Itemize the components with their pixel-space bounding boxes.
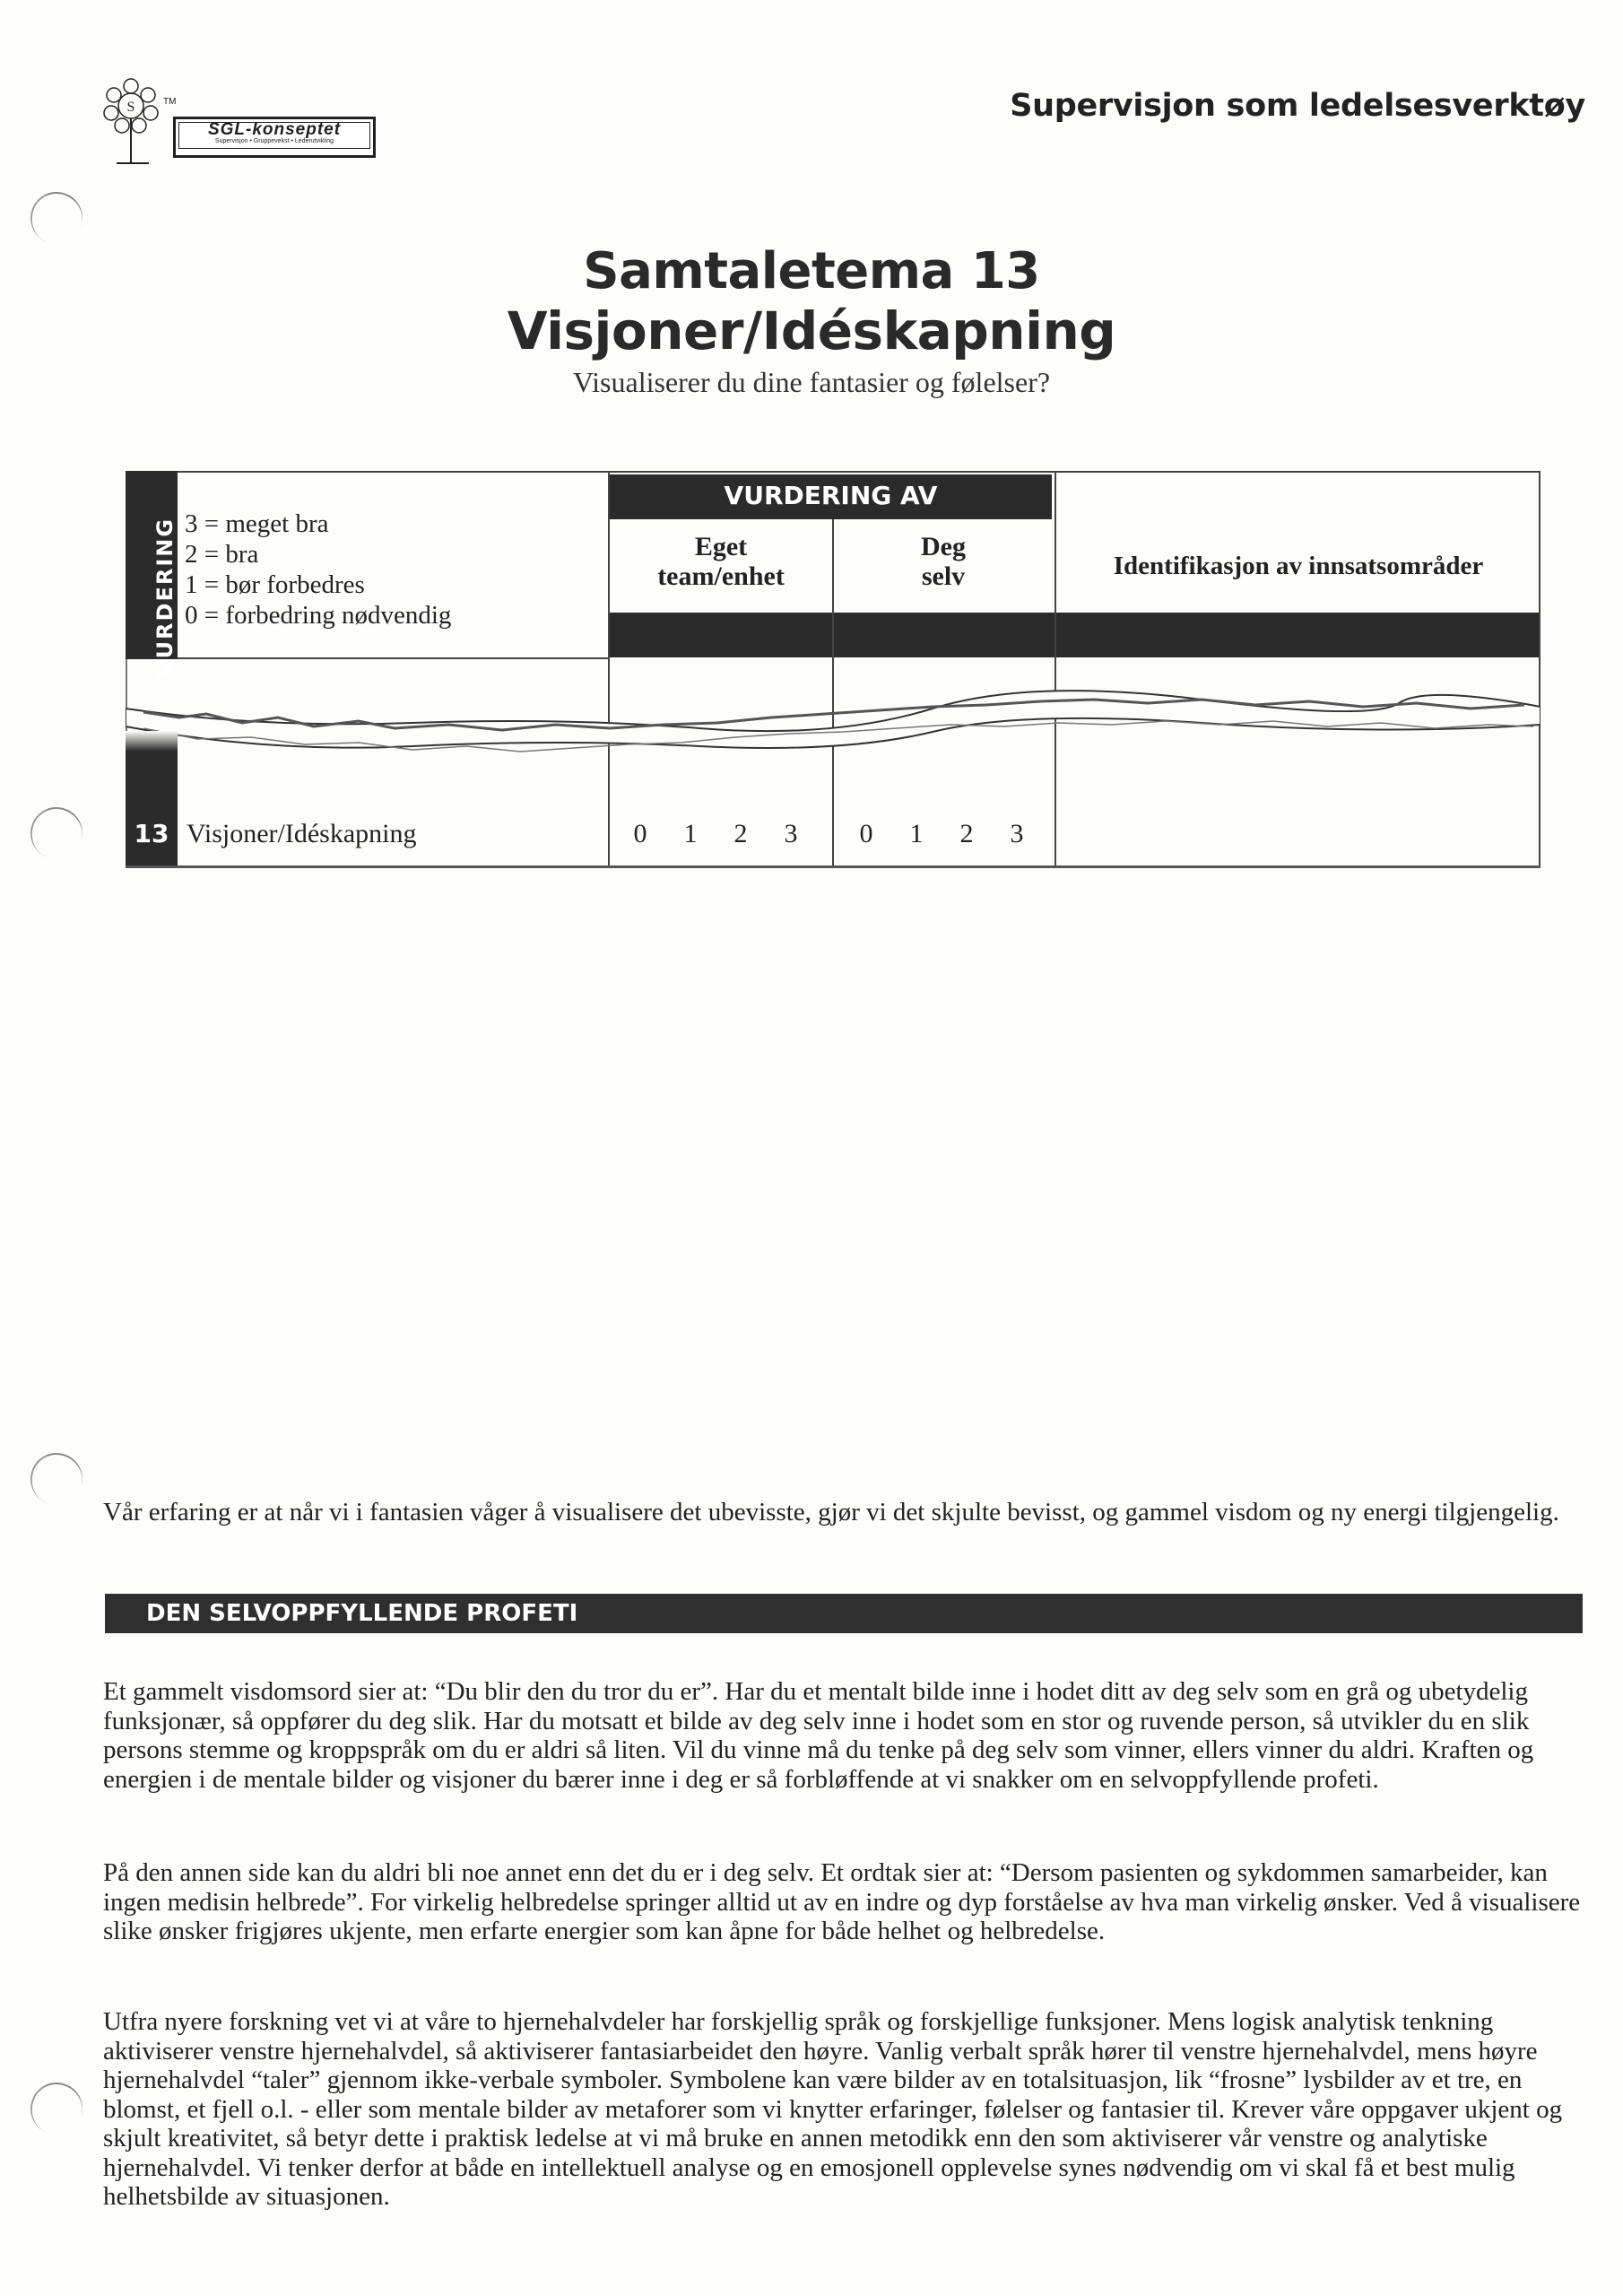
scale-item: 1 = bør forbedres xyxy=(185,570,365,599)
table-border xyxy=(1539,471,1541,865)
row-number: 13 xyxy=(126,803,178,865)
trademark-mark: TM xyxy=(163,97,177,107)
svg-text:S: S xyxy=(126,100,135,115)
rating-scale xyxy=(185,509,588,631)
logo-tagline: Supervisjon • Gruppevekst • Lederutvikling xyxy=(214,138,334,144)
column-header-team xyxy=(610,532,832,591)
punch-hole-mark xyxy=(23,2075,90,2142)
punch-hole-mark xyxy=(23,800,90,866)
rating-side-label: VURDERING xyxy=(152,517,178,677)
page-title: Samtaletema 13 xyxy=(583,242,1040,300)
rating-option[interactable]: 1 xyxy=(683,819,698,848)
table-border xyxy=(178,657,610,659)
assessment-table xyxy=(126,471,1541,870)
column-header-self xyxy=(834,532,1053,591)
table-divider xyxy=(608,471,610,865)
team-rating-scale xyxy=(615,804,830,864)
page-title-topic: Visjoner/Idéskapning xyxy=(507,300,1116,361)
rating-option[interactable]: 0 xyxy=(859,819,873,848)
self-rating-scale xyxy=(841,804,1053,864)
group-header: VURDERING AV xyxy=(610,474,1052,519)
column-header-focus-areas: Identifikasjon av innsatsområder xyxy=(1113,552,1484,580)
intro-paragraph: Vår erfaring er at når vi i fantasien våger å visualisere det ubevisste, gjør vi det skjulte bevisst, og gammel visdom og ny energi tilgjengelig. xyxy=(103,1498,1559,1526)
rating-option[interactable]: 1 xyxy=(909,819,924,848)
scale-item: 0 = forbedring nødvendig xyxy=(185,601,452,630)
rating-option[interactable]: 2 xyxy=(733,819,748,848)
table-border xyxy=(126,865,1541,868)
flower-emblem-icon xyxy=(97,74,169,168)
rating-option[interactable]: 3 xyxy=(1010,819,1024,848)
column-header-line: team/enhet xyxy=(657,561,785,591)
logo-name: SGL-konseptet xyxy=(207,120,342,139)
scale-item: 3 = meget bra xyxy=(185,509,329,538)
column-header-line: selv xyxy=(921,561,966,591)
row-label: Visjoner/Idéskapning xyxy=(187,819,417,848)
table-divider xyxy=(1055,471,1056,865)
header-title: Supervisjon som ledelsesverktøy xyxy=(1010,88,1585,124)
page-subtitle: Visualiserer du dine fantasier og følelser? xyxy=(572,366,1051,398)
logo-wordmark xyxy=(173,117,376,158)
column-header-line: Deg xyxy=(921,532,966,561)
rating-option[interactable]: 3 xyxy=(784,819,798,848)
rating-option[interactable]: 2 xyxy=(959,819,974,848)
table-border xyxy=(178,471,1541,473)
section-banner: DEN SELVOPPFYLLENDE PROFETI xyxy=(105,1594,1583,1633)
rating-option[interactable]: 0 xyxy=(633,819,647,848)
punch-hole-mark xyxy=(23,1446,90,1512)
body-paragraph: Utfra nyere forskning vet vi at våre to hjernehalvdeler har forskjellig språk og forskjellige funksjoner. Mens logisk analytisk tenkning aktiviserer venstre hjernehalvdel, så aktiviserer fantasiarbeidet den høyre. Vanlig verbalt språk hører til venstre hjernehalvdel, mens høyre hjernehalvdel “taler” gjennom ikke-verbale symboler. Symbolene kan være bilder av en totalsituasjon, lik “frosne” lysbilder av et tre, en blomst, et fjell o.l. - eller som mentale bilder av metaforer som vi knytter erfaringer, følelser og fantasier til. Krever våre oppgaver ukjent og skjult kreativitet, så betyr dette i praktisk ledelse at vi må bruke en annen metodikk enn den som aktiviserer vår venstre og analytiske hjernehalvdel. Vi tenker derfor at både en intellektuell analyse og en emosjonell opplevelse synes nødvendig om vi skal få et best mulig helhetsbilde av situasjonen. xyxy=(103,2007,1563,2211)
header-dark-strip xyxy=(610,613,1541,657)
body-paragraph: På den annen side kan du aldri bli noe annet enn det du er i deg selv. Et ordtak sier at: “Dersom pasienten og sykdommen samarbeider, kan ingen medisin helbrede”. For virkelig helbredelse springer alltid ut av en indre og dyp forståelse av hva man virkelig ønsker. Ved å visualisere slike ønsker frigjøres ukjente, men erfarte energier som kan åpne for både helhet og helbredelse. xyxy=(103,1858,1581,1945)
scale-item: 2 = bra xyxy=(185,540,259,569)
rating-side-bar xyxy=(126,471,178,677)
body-paragraph: Et gammelt visdomsord sier at: “Du blir den du tror du er”. Har du et mentalt bilde inne i hodet ditt av deg selv som en grå og ubetydelig funksjonær, så oppfører du deg slik. Har du motsatt et bilde av deg selv inne i hodet som en stor og ruvende person, så utvikler du en slik persons stemme og kroppspråk om du er aldri så liten. Vil du vinne må du tenke på deg selv som vinner, ellers vinner du aldri. Kraften og energien i de mentale bilder og visjoner du bærer inne i deg er så forbløffende at vi snakker om en selvoppfyllende profeti. xyxy=(103,1677,1534,1794)
sgl-logo xyxy=(97,74,384,172)
column-header-line: Eget xyxy=(694,532,748,561)
focus-area-input[interactable] xyxy=(1058,740,1537,864)
